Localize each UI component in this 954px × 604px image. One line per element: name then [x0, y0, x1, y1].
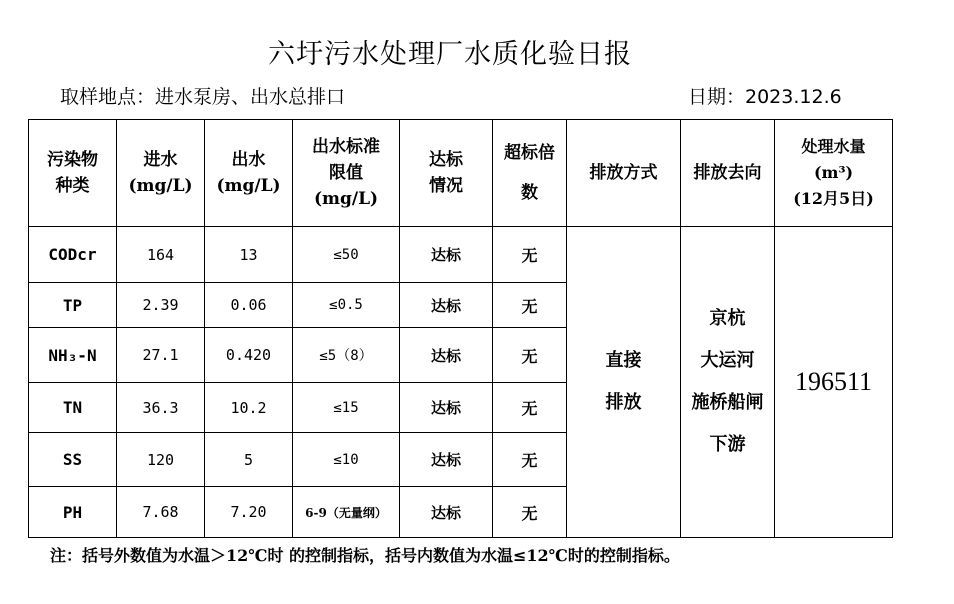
header-pollutant-line2: 种类 [55, 176, 90, 196]
header-effluent [205, 120, 293, 227]
row-exceed: 无 [493, 328, 567, 383]
volume-value: 196511 [775, 227, 893, 538]
header-discharge-destination: 排放去向 [681, 120, 775, 227]
header-limit-line1: 出水标准 [312, 137, 380, 157]
row-effluent: 5 [205, 433, 293, 487]
row-status: 达标 [400, 487, 493, 538]
table-row [29, 227, 893, 283]
header-exceed-line1: 超标倍 [504, 143, 555, 163]
sampling-location: 取样地点：进水泵房、出水总排口 [60, 86, 346, 108]
discharge-method-line1: 直接 [605, 350, 642, 371]
row-status: 达标 [400, 328, 493, 383]
header-compliance [400, 120, 493, 227]
row-influent: 36.3 [117, 383, 205, 433]
header-volume-line3: (12月5日) [793, 189, 874, 208]
header-compliance-line1: 达标 [429, 150, 463, 170]
header-pollutant [29, 120, 117, 227]
header-pollutant-line1: 污染物 [47, 150, 98, 170]
discharge-destination-cell [681, 227, 775, 538]
row-item: NH₃-N [29, 328, 117, 383]
header-effluent-line1: 出水 [231, 150, 266, 170]
row-effluent: 7.20 [205, 487, 293, 538]
row-influent: 120 [117, 433, 205, 487]
row-limit: ≤0.5 [293, 283, 400, 328]
row-status: 达标 [400, 383, 493, 433]
row-limit: ≤50 [293, 227, 400, 283]
header-exceed-line2: 数 [521, 183, 538, 203]
row-effluent: 0.420 [205, 328, 293, 383]
discharge-destination-line3: 施桥船闸 [691, 392, 764, 413]
row-influent: 164 [117, 227, 205, 283]
report-date: 日期：2023.12.6 [688, 86, 842, 108]
row-item: SS [29, 433, 117, 487]
header-row [29, 120, 893, 227]
row-effluent: 0.06 [205, 283, 293, 328]
row-limit: 6-9（无量纲） [293, 487, 400, 538]
row-influent: 7.68 [117, 487, 205, 538]
row-status: 达标 [400, 433, 493, 487]
row-exceed: 无 [493, 283, 567, 328]
header-influent-line2: (mg/L) [128, 176, 193, 196]
footnote: 注：括号外数值为水温＞12℃时 的控制指标，括号内数值为水温≤12℃时的控制指标。 [50, 546, 680, 565]
row-status: 达标 [400, 283, 493, 328]
row-effluent: 13 [205, 227, 293, 283]
discharge-destination-line2: 大运河 [700, 350, 755, 371]
header-volume [775, 120, 893, 227]
header-limit-line3: (mg/L) [313, 189, 379, 209]
row-limit: ≤5（8） [293, 328, 400, 383]
report-title: 六圩污水处理厂水质化验日报 [268, 39, 632, 70]
row-limit: ≤10 [293, 433, 400, 487]
row-influent: 2.39 [117, 283, 205, 328]
row-exceed: 无 [493, 383, 567, 433]
row-influent: 27.1 [117, 328, 205, 383]
row-limit: ≤15 [293, 383, 400, 433]
header-exceed [493, 120, 567, 227]
header-volume-line1: 处理水量 [801, 137, 866, 156]
water-quality-table [28, 119, 893, 538]
header-volume-line2: (m³) [813, 163, 854, 182]
row-item: TN [29, 383, 117, 433]
row-exceed: 无 [493, 227, 567, 283]
discharge-method-line2: 排放 [605, 392, 642, 413]
row-item: PH [29, 487, 117, 538]
header-limit [293, 120, 400, 227]
discharge-destination-line1: 京杭 [709, 308, 746, 329]
discharge-method-cell [567, 227, 681, 538]
header-compliance-line2: 情况 [429, 176, 463, 196]
header-influent [117, 120, 205, 227]
row-effluent: 10.2 [205, 383, 293, 433]
row-exceed: 无 [493, 487, 567, 538]
header-limit-line2: 限值 [329, 163, 363, 183]
header-influent-line1: 进水 [143, 150, 178, 170]
header-discharge-method: 排放方式 [567, 120, 681, 227]
discharge-destination-line4: 下游 [709, 434, 746, 455]
row-item: TP [29, 283, 117, 328]
header-effluent-line2: (mg/L) [216, 176, 281, 196]
row-status: 达标 [400, 227, 493, 283]
row-exceed: 无 [493, 433, 567, 487]
row-item: CODcr [29, 227, 117, 283]
